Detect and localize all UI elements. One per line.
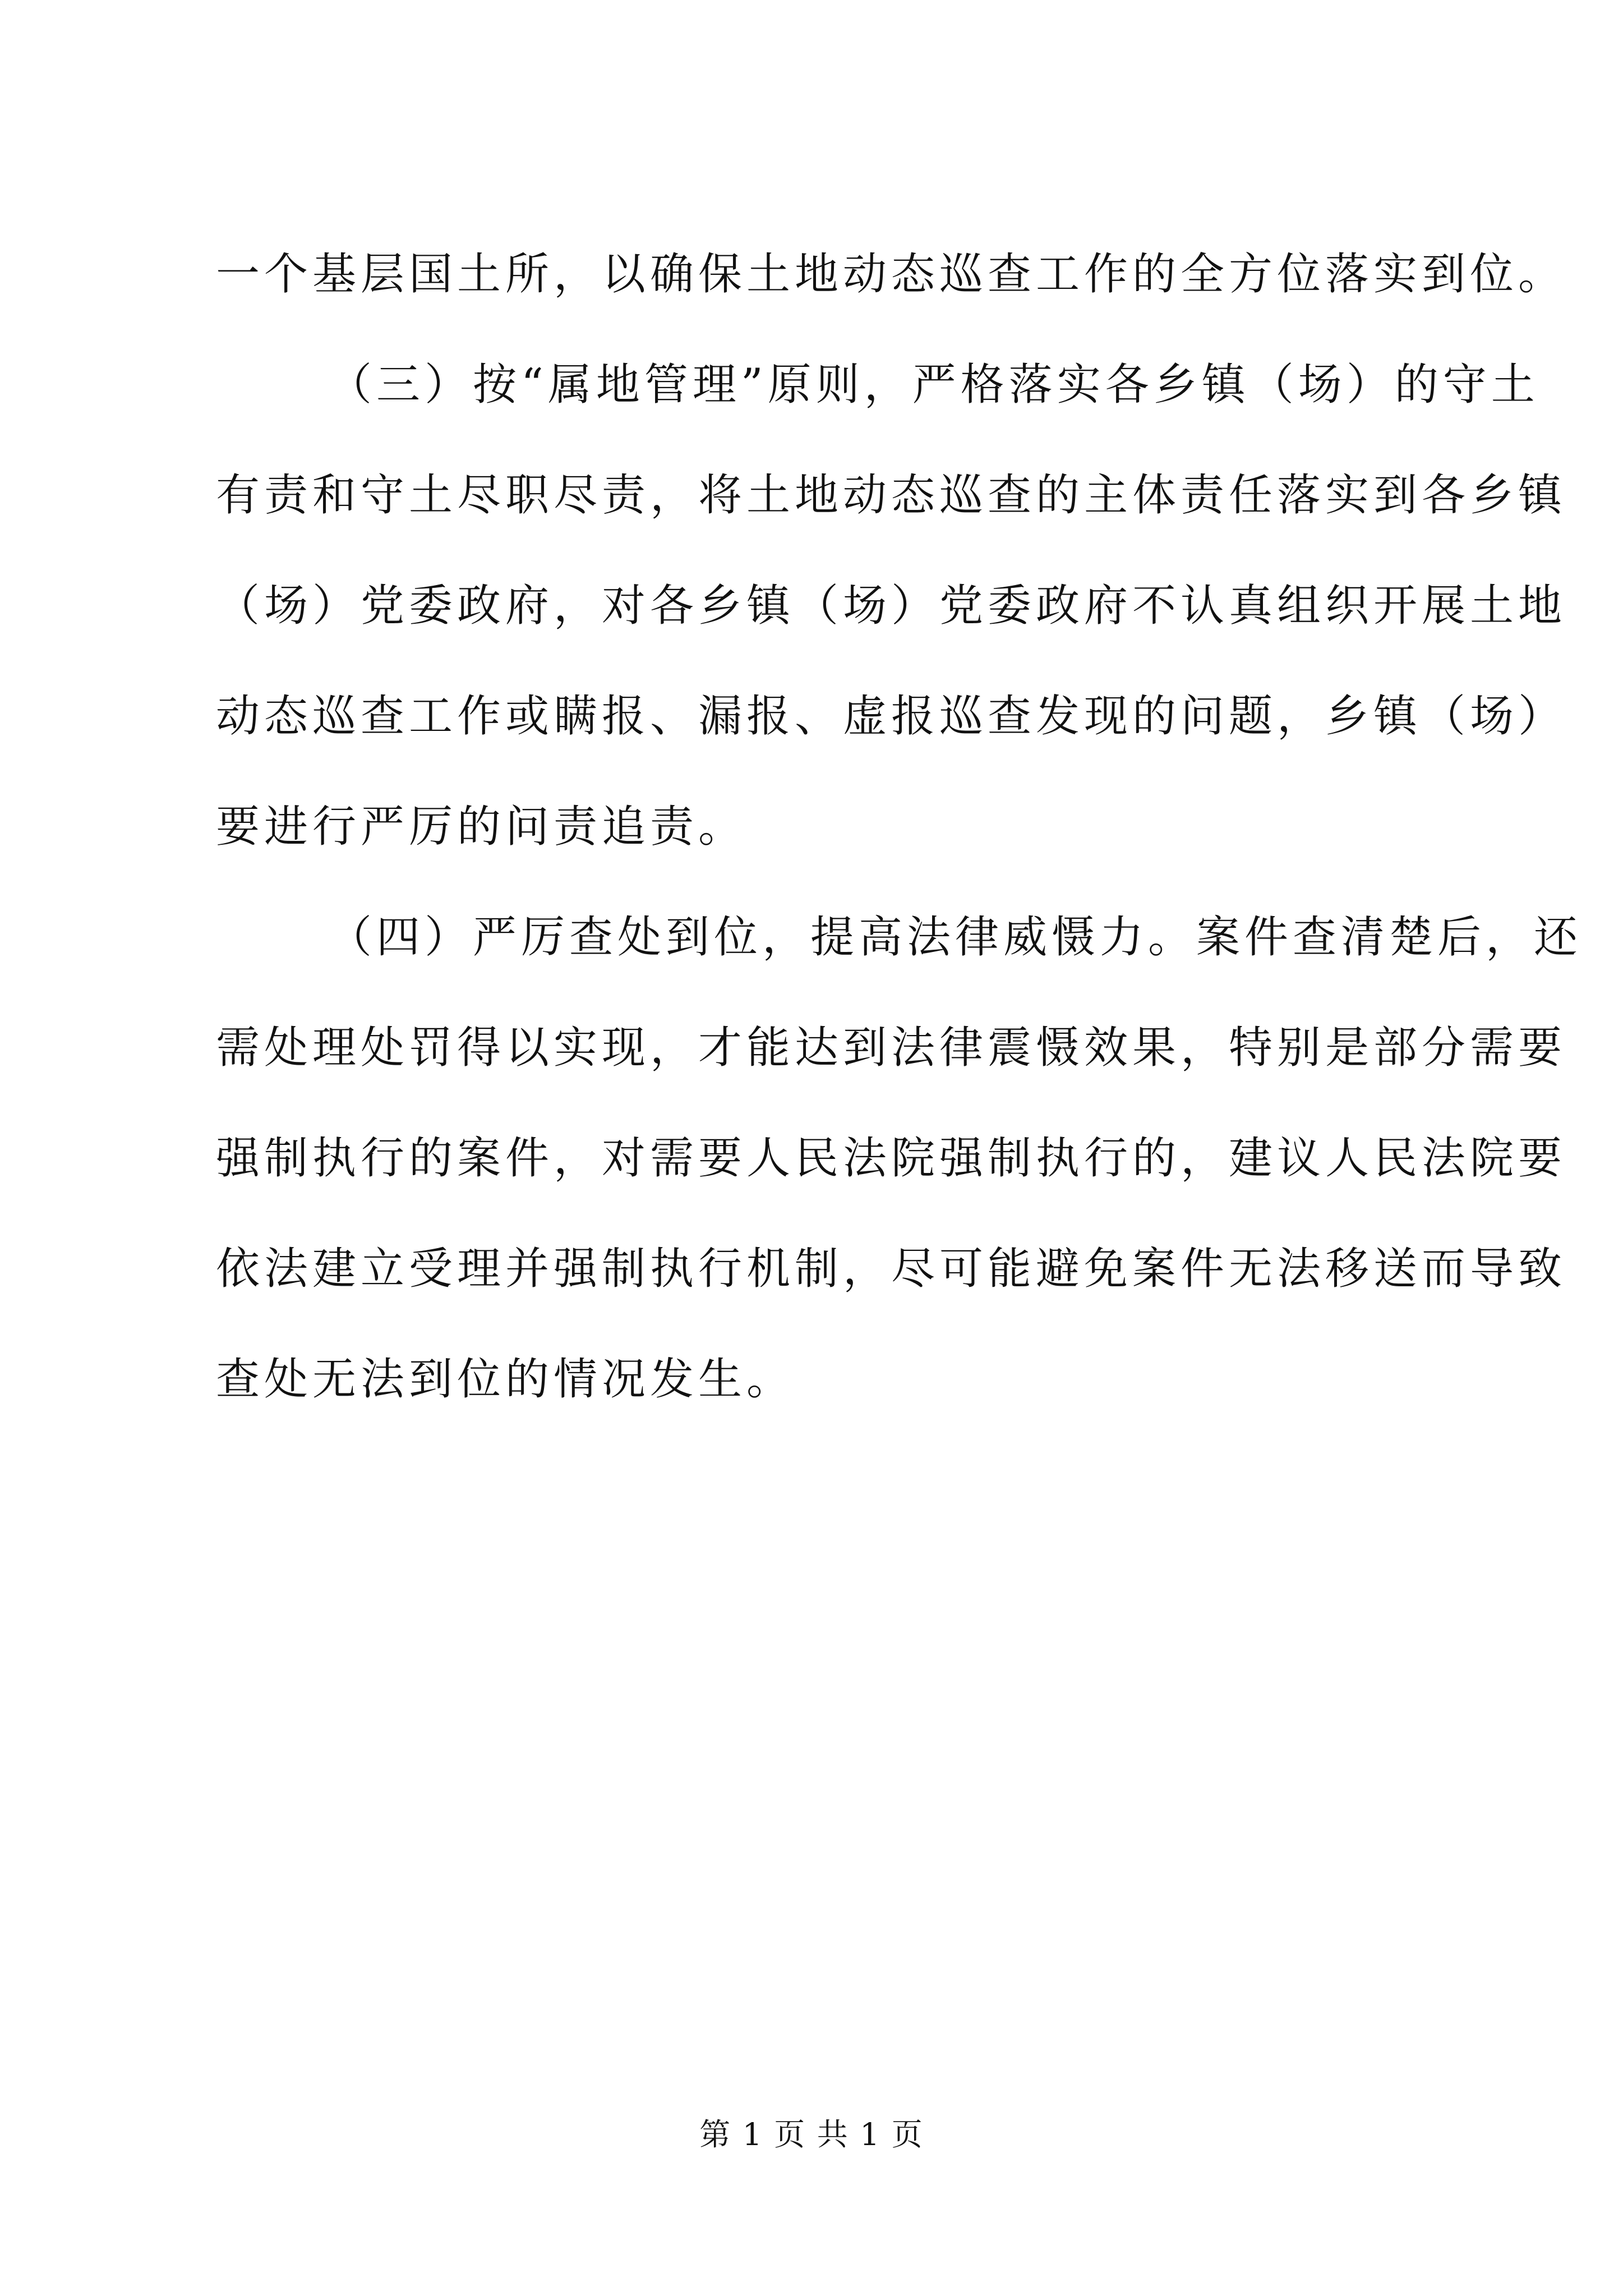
body-line-6: 要进行严厉的问责追责。 bbox=[216, 802, 747, 852]
body-line-3: 有责和守土尽职尽责，将土地动态巡查的主体责任落实到各乡镇 bbox=[216, 470, 1567, 521]
body-line-1: 一个基层国土所，以确保土地动态巡查工作的全方位落实到位。 bbox=[216, 249, 1567, 300]
document-body bbox=[216, 247, 1583, 1462]
page-number-footer: 第 1 页 共 1 页 bbox=[699, 2116, 924, 2152]
body-line-9: 强制执行的案件，对需要人民法院强制执行的，建议人民法院要 bbox=[216, 1133, 1567, 1184]
body-line-5: 动态巡查工作或瞒报、漏报、虚报巡查发现的问题，乡镇（场） bbox=[216, 691, 1567, 742]
body-line-4: （场）党委政府，对各乡镇（场）党委政府不认真组织开展土地 bbox=[216, 581, 1567, 631]
body-line-7: （四）严厉查处到位，提高法律威慑力。案件查清楚后，还 bbox=[328, 912, 1583, 963]
body-line-10: 依法建立受理并强制执行机制，尽可能避免案件无法移送而导致 bbox=[216, 1244, 1567, 1294]
body-line-2: （三）按“属地管理”原则，严格落实各乡镇（场）的守土 bbox=[328, 360, 1539, 410]
body-line-8: 需处理处罚得以实现，才能达到法律震慑效果，特别是部分需要 bbox=[216, 1023, 1567, 1073]
body-line-11: 查处无法到位的情况发生。 bbox=[216, 1354, 795, 1405]
